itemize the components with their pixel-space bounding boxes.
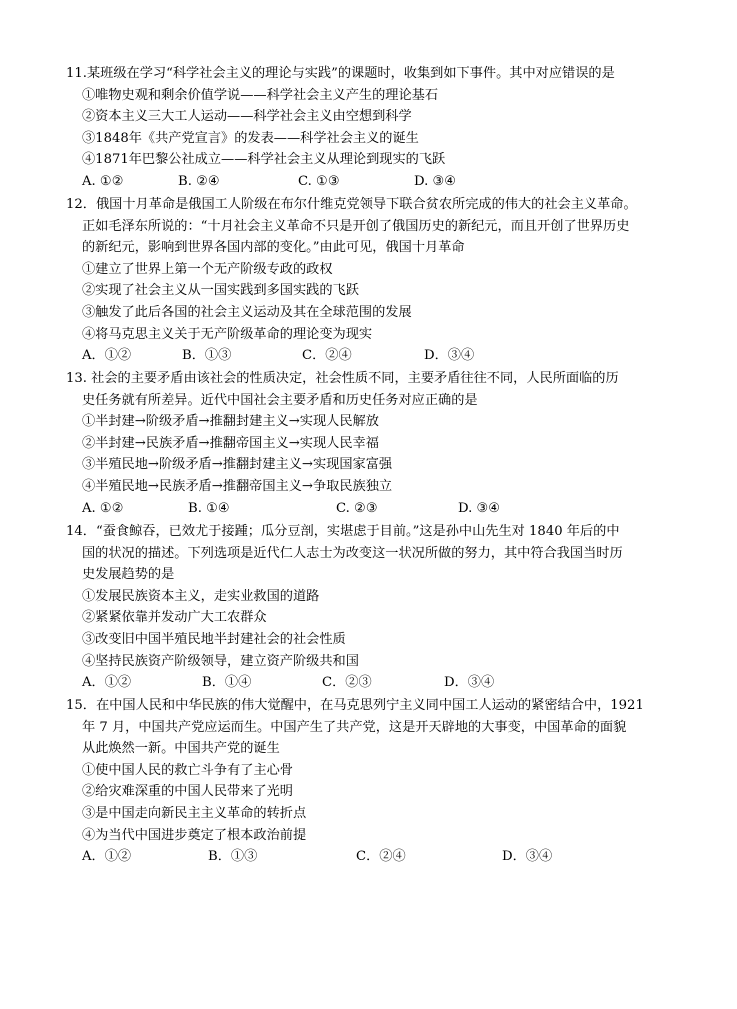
question-option: ②给灾难深重的中国人民带来了光明 xyxy=(82,784,293,800)
answer-choices xyxy=(66,498,696,520)
answer-choices xyxy=(66,846,696,868)
question-stem-line: 国的状况的描述。下列选项是近代仁人志士为改变这一状况所做的努力，其中符合我国当时历 xyxy=(82,545,623,561)
question-option: ③是中国走向新民主主义革命的转折点 xyxy=(82,805,307,821)
question-stem-line: 12．俄国十月革命是俄国工人阶级在布尔什维克党领导下联合贫农所完成的伟大的社会主义革命。 xyxy=(66,197,637,212)
question-option: ③1848年《共产党宣言》的发表——科学社会主义的诞生 xyxy=(82,130,419,146)
answer-choice-c: C．②④ xyxy=(356,849,406,865)
question-stem-line: 14．“蚕食鲸吞，已效尤于接踵；瓜分豆剖，实堪虑于目前。”这是孙中山先生对 1840 年后的中 xyxy=(66,524,620,539)
question-option: ④将马克思主义关于无产阶级革命的理论变为现实 xyxy=(82,326,373,342)
question-option: ②实现了社会主义从一国实践到多国实践的飞跃 xyxy=(82,283,359,299)
answer-choice-d: D. ③④ xyxy=(458,500,501,516)
question-option: ③改变旧中国半殖民地半封建社会的社会性质 xyxy=(82,631,346,647)
question-stem-line: 11.某班级在学习“科学社会主义的理论与实践”的课题时，收集到如下事件。其中对应错误的是 xyxy=(66,66,615,81)
question-stem-line: 从此焕然一新。中国共产党的诞生 xyxy=(82,741,280,757)
answer-choices xyxy=(66,672,696,694)
answer-choice-c: C．②④ xyxy=(302,348,352,364)
question-stem-line: 13. 社会的主要矛盾由该社会的性质决定，社会性质不同，主要矛盾往往不同，人民所面临的历 xyxy=(66,371,619,386)
answer-choice-b: B. ①④ xyxy=(188,500,230,516)
answer-choice-c: C．②③ xyxy=(322,675,372,691)
answer-choice-c: C. ②③ xyxy=(336,500,378,516)
question-option: ①发展民族资本主义，走实业救国的道路 xyxy=(82,588,320,604)
question-option: ①建立了世界上第一个无产阶级专政的政权 xyxy=(82,261,333,277)
question-14 xyxy=(66,521,696,694)
question-option: ②半封建→民族矛盾→推翻帝国主义→实现人民幸福 xyxy=(82,435,379,451)
question-stem-line: 正如毛泽东所说的：“十月社会主义革命不只是开创了俄国历史的新纪元，而且开创了世界历史 xyxy=(82,218,630,234)
question-option: ④坚持民族资产阶级领导，建立资产阶级共和国 xyxy=(82,653,359,669)
answer-choice-a: A. ①② xyxy=(82,173,124,189)
answer-choice-d: D．③④ xyxy=(444,675,495,691)
question-option: ④1871年巴黎公社成立——科学社会主义从理论到现实的飞跃 xyxy=(82,152,446,168)
question-option: ③半殖民地→阶级矛盾→推翻封建主义→实现国家富强 xyxy=(82,457,393,473)
question-option: ②资本主义三大工人运动——科学社会主义由空想到科学 xyxy=(82,109,412,125)
question-11 xyxy=(66,63,696,193)
question-stem-line: 史任务就有所差异。近代中国社会主要矛盾和历史任务对应正确的是 xyxy=(82,392,478,408)
question-option: ②紧紧依靠并发动广大工农群众 xyxy=(82,610,267,626)
question-option: ④为当代中国进步奠定了根本政治前提 xyxy=(82,827,307,843)
question-stem-line: 15．在中国人民和中华民族的伟大觉醒中，在马克思列宁主义同中国工人运动的紧密结合中，1921 xyxy=(66,698,644,713)
answer-choice-d: D．③④ xyxy=(424,348,475,364)
answer-choice-d: D. ③④ xyxy=(414,173,457,189)
answer-choice-c: C. ①③ xyxy=(298,173,340,189)
answer-choice-a: A．①② xyxy=(82,849,132,865)
question-option: ①唯物史观和剩余价值学说——科学社会主义产生的理论基石 xyxy=(82,87,439,103)
answer-choice-b: B．①④ xyxy=(202,675,252,691)
question-option: ①半封建→阶级矛盾→推翻封建主义→实现人民解放 xyxy=(82,414,379,430)
answer-choice-d: D．③④ xyxy=(502,849,553,865)
question-stem-line: 的新纪元，影响到世界各国内部的变化。”由此可见，俄国十月革命 xyxy=(82,240,465,256)
question-option: ③触发了此后各国的社会主义运动及其在全球范围的发展 xyxy=(82,304,412,320)
answer-choices xyxy=(66,345,696,367)
answer-choices xyxy=(66,171,696,193)
answer-choice-b: B．①③ xyxy=(182,348,232,364)
question-stem-line: 年 7 月，中国共产党应运而生。中国产生了共产党，这是开天辟地的大事变，中国革命的面貌 xyxy=(82,719,627,735)
question-option: ①使中国人民的救亡斗争有了主心骨 xyxy=(82,762,293,778)
answer-choice-b: B．①③ xyxy=(208,849,258,865)
question-option: ④半殖民地→民族矛盾→推翻帝国主义→争取民族独立 xyxy=(82,478,393,494)
question-12 xyxy=(66,194,696,367)
answer-choice-b: B. ②④ xyxy=(178,173,220,189)
answer-choice-a: A. ①② xyxy=(82,500,124,516)
answer-choice-a: A．①② xyxy=(82,675,132,691)
question-13 xyxy=(66,368,696,519)
answer-choice-a: A．①② xyxy=(82,348,132,364)
question-15 xyxy=(66,695,696,868)
question-stem-line: 史发展趋势的是 xyxy=(82,567,175,583)
